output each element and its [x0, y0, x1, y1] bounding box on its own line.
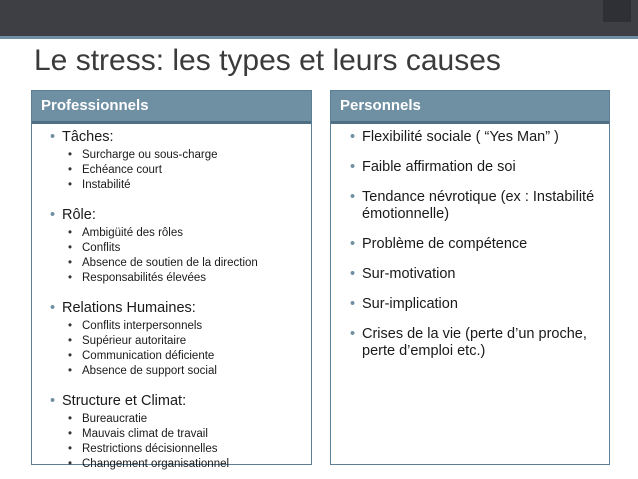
professional-panel: [31, 90, 312, 470]
group-relations: [50, 300, 217, 379]
bullet-icon: •: [350, 129, 356, 145]
list-item-text: Instabilité: [82, 179, 131, 191]
list-item-text: Restrictions décisionnelles: [82, 443, 218, 455]
list-item: [62, 364, 217, 379]
bullet-icon: •: [350, 189, 356, 205]
group-label-text: Structure et Climat:: [62, 393, 187, 409]
list-item-text: Surcharge ou sous-charge: [82, 149, 218, 161]
list-item-text: Echéance court: [82, 164, 162, 176]
bullet-icon: •: [68, 413, 73, 425]
list-item-text: Supérieur autoritaire: [82, 335, 187, 347]
list-item-text: Problème de compétence: [362, 236, 528, 252]
list-item-text: Absence de soutien de la direction: [82, 257, 258, 269]
bullet-icon: •: [350, 159, 356, 175]
list-item: [62, 457, 229, 472]
list-item-text: Bureaucratie: [82, 413, 148, 425]
group-label: [50, 393, 229, 410]
corner-block: [603, 0, 631, 22]
group-label: [50, 300, 217, 317]
bullet-icon: •: [68, 242, 73, 254]
list-item: [350, 159, 600, 176]
bullet-icon: •: [68, 257, 73, 269]
list-item: [350, 129, 600, 146]
list-item: [350, 236, 600, 253]
bullet-icon: •: [68, 350, 73, 362]
bullet-icon: •: [68, 164, 73, 176]
list-item-text: Sur-motivation: [362, 266, 456, 282]
bullet-icon: •: [68, 272, 73, 284]
bullet-icon: •: [350, 236, 356, 252]
bullet-icon: •: [50, 129, 56, 145]
list-item: [62, 349, 217, 364]
list-item-text: Sur-implication: [362, 296, 458, 312]
group-structure: [50, 393, 230, 472]
group-label: [50, 129, 218, 146]
bullet-icon: •: [350, 326, 356, 342]
list-item-text: Responsabilités élevées: [82, 272, 207, 284]
bullet-icon: •: [68, 365, 73, 377]
list-item: [62, 178, 218, 193]
list-item-text: Conflits: [82, 242, 121, 254]
list-item: [62, 241, 258, 256]
accent-bar: [0, 36, 638, 39]
list-item: [350, 266, 600, 283]
list-item-text: Changement organisationnel: [82, 458, 230, 470]
bullet-icon: •: [68, 458, 73, 470]
bullet-icon: •: [68, 179, 73, 191]
group-role: [50, 207, 258, 286]
bullet-icon: •: [68, 149, 73, 161]
personal-panel: [330, 90, 610, 465]
bullet-icon: •: [68, 428, 73, 440]
list-item: [62, 163, 218, 178]
bullet-icon: •: [50, 300, 56, 316]
list-item: [62, 256, 258, 271]
list-item: [62, 271, 258, 286]
group-label: [50, 207, 258, 224]
list-item-text: Tendance névrotique (ex : Instabilité émotionnelle): [362, 189, 595, 222]
bullet-icon: •: [50, 393, 56, 409]
bullet-icon: •: [50, 207, 56, 223]
professional-header: Professionnels: [32, 91, 311, 124]
list-item-text: Faible affirmation de soi: [362, 159, 516, 175]
slide-title: Le stress: les types et leurs causes: [34, 44, 501, 77]
bullet-icon: •: [68, 443, 73, 455]
list-item: [62, 148, 218, 163]
list-item: [350, 189, 600, 223]
personal-header: Personnels: [331, 91, 609, 124]
bullet-icon: •: [68, 335, 73, 347]
list-item: [350, 326, 600, 360]
list-item-text: Conflits interpersonnels: [82, 320, 203, 332]
group-label-text: Relations Humaines:: [62, 300, 196, 316]
list-item: [62, 427, 229, 442]
list-item: [350, 296, 600, 313]
list-item-text: Mauvais climat de travail: [82, 428, 208, 440]
list-item-text: Flexibilité sociale ( “Yes Man” ): [362, 129, 559, 145]
bullet-icon: •: [350, 266, 356, 282]
bullet-icon: •: [68, 320, 73, 332]
list-item-text: Ambigüité des rôles: [82, 227, 183, 239]
top-bar: [0, 0, 638, 36]
list-item: [62, 412, 229, 427]
personal-list: [350, 129, 600, 373]
group-label-text: Rôle:: [62, 207, 96, 223]
list-item: [62, 319, 217, 334]
list-item-text: Absence de support social: [82, 365, 217, 377]
group-label-text: Tâches:: [62, 129, 114, 145]
list-item-text: Crises de la vie (perte d’un proche, perte d’emploi etc.): [362, 326, 587, 359]
bullet-icon: •: [350, 296, 356, 312]
list-item: [62, 226, 258, 241]
list-item: [62, 442, 229, 457]
bullet-icon: •: [68, 227, 73, 239]
list-item: [62, 334, 217, 349]
list-item-text: Communication déficiente: [82, 350, 215, 362]
group-taches: [50, 129, 218, 193]
